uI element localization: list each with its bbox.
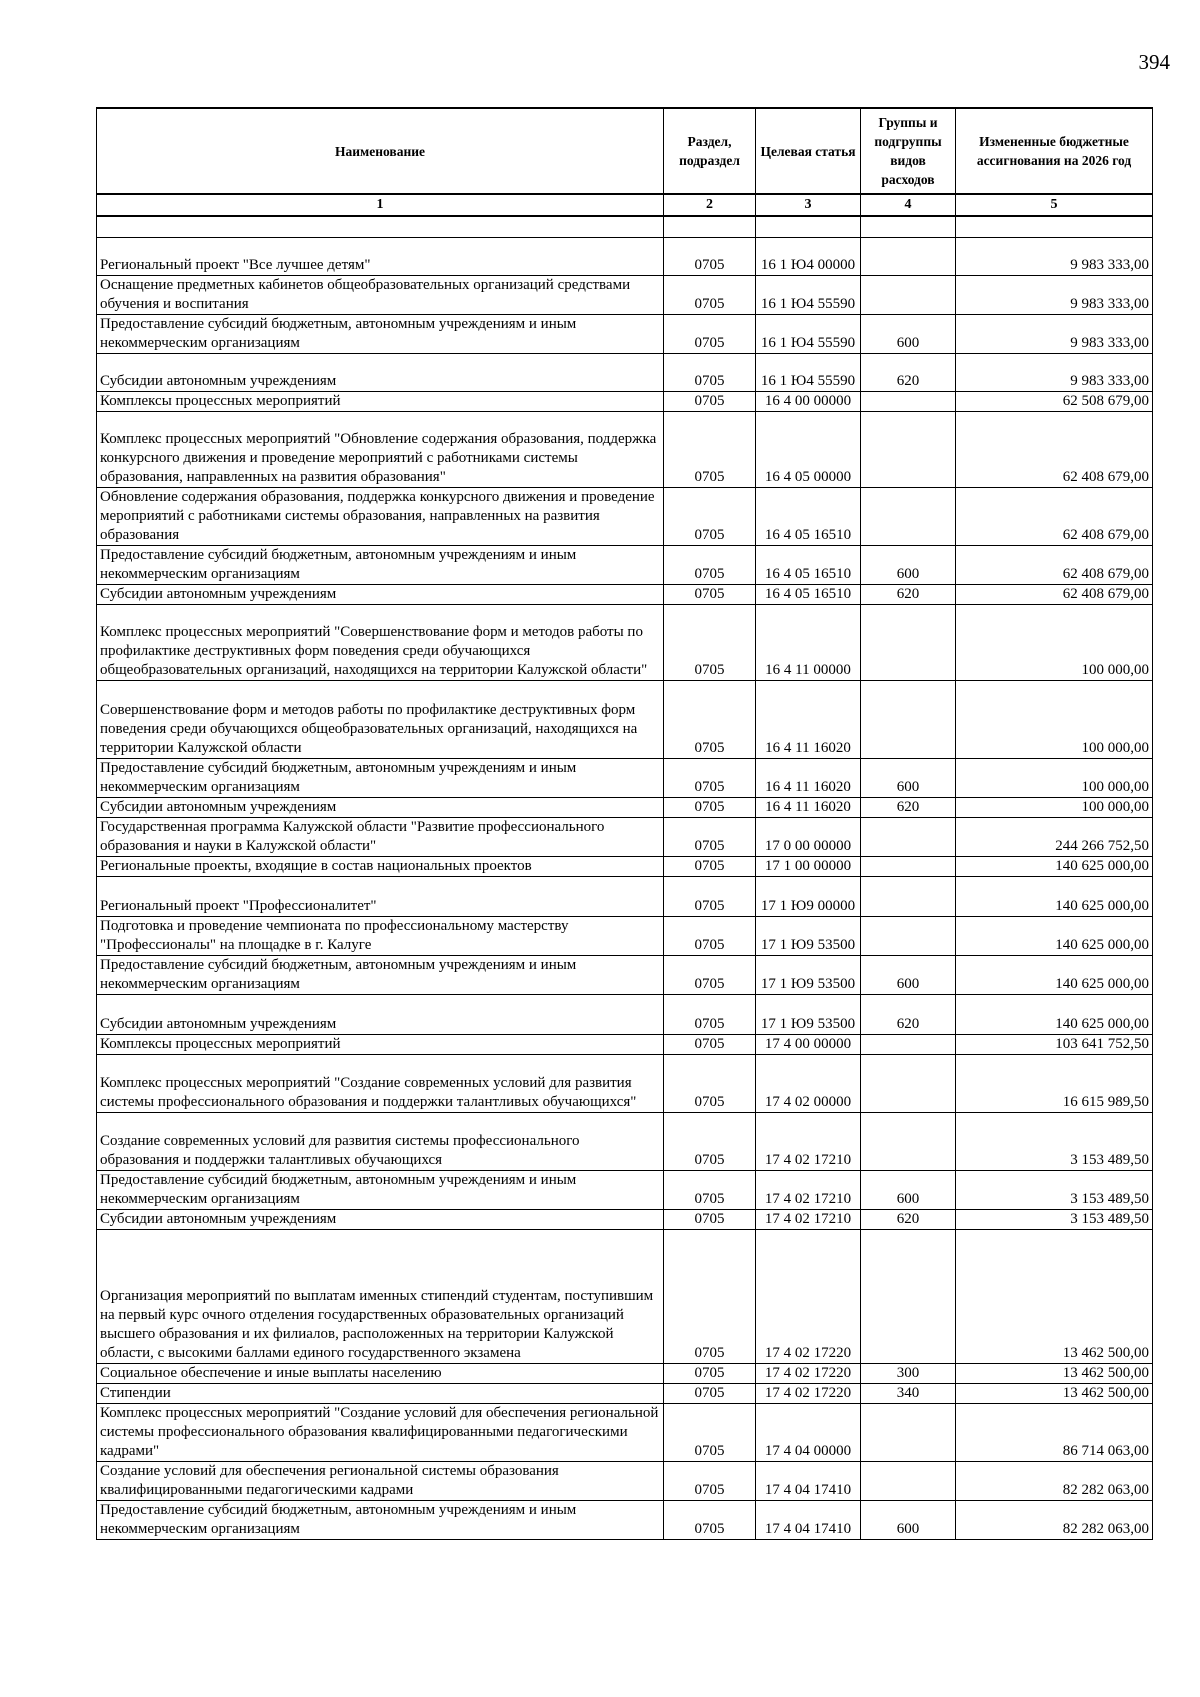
row-target-article: 17 4 04 17410 — [756, 1501, 861, 1540]
table-row — [97, 605, 1153, 681]
column-number: 3 — [756, 194, 861, 216]
row-target-article: 16 4 05 16510 — [756, 488, 861, 546]
row-amount: 86 714 063,00 — [956, 1404, 1153, 1462]
row-name: Комплекс процессных мероприятий "Создание условий для обеспечения региональной системы профессионального образования квалифицированными педагогическими кадрами" — [97, 1404, 664, 1462]
row-section: 0705 — [664, 392, 756, 412]
table-row — [97, 995, 1153, 1035]
row-name: Комплекс процессных мероприятий "Создание современных условий для развития системы профессионального образования и поддержки талантливых обучающихся" — [97, 1055, 664, 1113]
row-amount: 244 266 752,50 — [956, 818, 1153, 857]
header-name: Наименование — [97, 108, 664, 194]
row-name: Создание современных условий для развития системы профессионального образования и поддержки талантливых обучающихся — [97, 1113, 664, 1171]
row-amount: 13 462 500,00 — [956, 1230, 1153, 1364]
row-expense-group: 600 — [861, 1501, 956, 1540]
spacer-row — [97, 216, 1153, 238]
row-name: Комплекс процессных мероприятий "Совершенствование форм и методов работы по профилактике деструктивных форм поведения среди обучающихся общеобразовательных организаций, находящихся на территории Калужской области" — [97, 605, 664, 681]
row-section: 0705 — [664, 818, 756, 857]
row-section: 0705 — [664, 798, 756, 818]
table-row — [97, 412, 1153, 488]
row-section: 0705 — [664, 995, 756, 1035]
row-target-article: 17 1 Ю9 53500 — [756, 995, 861, 1035]
table-row — [97, 1364, 1153, 1384]
row-section: 0705 — [664, 1364, 756, 1384]
row-section: 0705 — [664, 1462, 756, 1501]
row-section: 0705 — [664, 681, 756, 759]
table-row — [97, 857, 1153, 877]
column-number-row — [97, 194, 1153, 216]
row-name: Подготовка и проведение чемпионата по профессиональному мастерству "Профессионалы" на площадке в г. Калуге — [97, 917, 664, 956]
row-amount: 82 282 063,00 — [956, 1501, 1153, 1540]
row-expense-group — [861, 276, 956, 315]
row-expense-group — [861, 681, 956, 759]
row-name: Создание условий для обеспечения региональной системы образования квалифицированными педагогическими кадрами — [97, 1462, 664, 1501]
table-header — [97, 108, 1153, 216]
table-body — [97, 216, 1153, 1540]
header-section: Раздел, подраздел — [664, 108, 756, 194]
row-expense-group — [861, 1055, 956, 1113]
row-target-article: 17 4 02 17220 — [756, 1364, 861, 1384]
row-name: Комплекс процессных мероприятий "Обновление содержания образования, поддержка конкурсного движения и проведение мероприятий с работниками системы образования, направленных на развития образования" — [97, 412, 664, 488]
row-amount: 100 000,00 — [956, 759, 1153, 798]
row-amount: 62 408 679,00 — [956, 546, 1153, 585]
row-expense-group: 620 — [861, 798, 956, 818]
row-expense-group — [861, 917, 956, 956]
row-name: Государственная программа Калужской области "Развитие профессионального образования и науки в Калужской области" — [97, 818, 664, 857]
row-expense-group: 620 — [861, 1210, 956, 1230]
row-section: 0705 — [664, 1113, 756, 1171]
header-target-article: Целевая статья — [756, 108, 861, 194]
row-expense-group — [861, 1462, 956, 1501]
row-expense-group: 600 — [861, 956, 956, 995]
row-target-article: 16 4 05 00000 — [756, 412, 861, 488]
row-expense-group — [861, 238, 956, 276]
row-amount: 140 625 000,00 — [956, 857, 1153, 877]
row-amount: 3 153 489,50 — [956, 1171, 1153, 1210]
row-section: 0705 — [664, 488, 756, 546]
table-row — [97, 276, 1153, 315]
row-expense-group: 300 — [861, 1364, 956, 1384]
row-amount: 140 625 000,00 — [956, 956, 1153, 995]
row-name: Социальное обеспечение и иные выплаты населению — [97, 1364, 664, 1384]
row-expense-group — [861, 857, 956, 877]
row-name: Предоставление субсидий бюджетным, автономным учреждениям и иным некоммерческим организациям — [97, 546, 664, 585]
row-expense-group — [861, 412, 956, 488]
table-row — [97, 315, 1153, 354]
row-amount: 100 000,00 — [956, 605, 1153, 681]
row-expense-group: 600 — [861, 546, 956, 585]
row-target-article: 17 4 02 17210 — [756, 1171, 861, 1210]
row-amount: 9 983 333,00 — [956, 315, 1153, 354]
row-expense-group: 600 — [861, 315, 956, 354]
row-name: Предоставление субсидий бюджетным, автономным учреждениям и иным некоммерческим организациям — [97, 1171, 664, 1210]
row-section: 0705 — [664, 1055, 756, 1113]
row-target-article: 17 1 Ю9 00000 — [756, 877, 861, 917]
table-row — [97, 488, 1153, 546]
row-amount: 100 000,00 — [956, 681, 1153, 759]
row-section: 0705 — [664, 1501, 756, 1540]
row-section: 0705 — [664, 412, 756, 488]
row-target-article: 17 0 00 00000 — [756, 818, 861, 857]
row-amount: 103 641 752,50 — [956, 1035, 1153, 1055]
row-name: Комплексы процессных мероприятий — [97, 1035, 664, 1055]
header-expense-groups: Группы и подгруппы видов расходов — [861, 108, 956, 194]
row-target-article: 17 1 Ю9 53500 — [756, 917, 861, 956]
row-name: Региональный проект "Все лучшее детям" — [97, 238, 664, 276]
row-target-article: 17 4 02 17220 — [756, 1230, 861, 1364]
row-name: Оснащение предметных кабинетов общеобразовательных организаций средствами обучения и воспитания — [97, 276, 664, 315]
row-target-article: 17 4 00 00000 — [756, 1035, 861, 1055]
row-amount: 16 615 989,50 — [956, 1055, 1153, 1113]
row-name: Региональные проекты, входящие в состав национальных проектов — [97, 857, 664, 877]
table-row — [97, 1210, 1153, 1230]
table-row — [97, 392, 1153, 412]
row-target-article: 17 1 Ю9 53500 — [756, 956, 861, 995]
column-number: 2 — [664, 194, 756, 216]
row-section: 0705 — [664, 605, 756, 681]
row-amount: 62 508 679,00 — [956, 392, 1153, 412]
page-number: 394 — [1138, 50, 1170, 74]
row-amount: 9 983 333,00 — [956, 276, 1153, 315]
header-row — [97, 108, 1153, 194]
row-expense-group: 600 — [861, 1171, 956, 1210]
row-target-article: 17 4 02 17210 — [756, 1113, 861, 1171]
row-name: Субсидии автономным учреждениям — [97, 354, 664, 392]
row-name: Предоставление субсидий бюджетным, автономным учреждениям и иным некоммерческим организациям — [97, 759, 664, 798]
row-name: Субсидии автономным учреждениям — [97, 798, 664, 818]
table-row — [97, 1055, 1153, 1113]
row-target-article: 16 4 11 00000 — [756, 605, 861, 681]
column-number: 4 — [861, 194, 956, 216]
table-row — [97, 1035, 1153, 1055]
row-target-article: 16 4 11 16020 — [756, 798, 861, 818]
row-section: 0705 — [664, 1035, 756, 1055]
row-name: Субсидии автономным учреждениям — [97, 995, 664, 1035]
row-section: 0705 — [664, 354, 756, 392]
row-target-article: 16 4 11 16020 — [756, 681, 861, 759]
row-expense-group — [861, 818, 956, 857]
budget-allocation-table — [96, 107, 1153, 1540]
row-name: Обновление содержания образования, поддержка конкурсного движения и проведение мероприятий с работниками системы образования, направленных на развития образования — [97, 488, 664, 546]
row-section: 0705 — [664, 315, 756, 354]
table-row — [97, 818, 1153, 857]
row-amount: 9 983 333,00 — [956, 354, 1153, 392]
table-row — [97, 759, 1153, 798]
table-row — [97, 1113, 1153, 1171]
header-allocations: Измененные бюджетные ассигнования на 2026 год — [956, 108, 1153, 194]
row-target-article: 17 4 02 17210 — [756, 1210, 861, 1230]
row-section: 0705 — [664, 759, 756, 798]
row-expense-group — [861, 877, 956, 917]
row-target-article: 17 4 02 17220 — [756, 1384, 861, 1404]
row-expense-group: 600 — [861, 759, 956, 798]
table-row — [97, 354, 1153, 392]
row-target-article: 16 1 Ю4 55590 — [756, 276, 861, 315]
row-section: 0705 — [664, 1384, 756, 1404]
row-amount: 140 625 000,00 — [956, 917, 1153, 956]
row-target-article: 16 4 00 00000 — [756, 392, 861, 412]
row-amount: 62 408 679,00 — [956, 585, 1153, 605]
row-amount: 82 282 063,00 — [956, 1462, 1153, 1501]
column-number: 1 — [97, 194, 664, 216]
row-section: 0705 — [664, 877, 756, 917]
table-row — [97, 238, 1153, 276]
table-row — [97, 956, 1153, 995]
row-section: 0705 — [664, 917, 756, 956]
row-name: Предоставление субсидий бюджетным, автономным учреждениям и иным некоммерческим организациям — [97, 956, 664, 995]
table-row — [97, 1230, 1153, 1364]
row-expense-group — [861, 488, 956, 546]
row-target-article: 16 1 Ю4 55590 — [756, 315, 861, 354]
row-name: Стипендии — [97, 1384, 664, 1404]
table-row — [97, 798, 1153, 818]
row-target-article: 16 1 Ю4 00000 — [756, 238, 861, 276]
table-row — [97, 1384, 1153, 1404]
row-target-article: 17 4 04 00000 — [756, 1404, 861, 1462]
table-row — [97, 1501, 1153, 1540]
row-section: 0705 — [664, 585, 756, 605]
row-section: 0705 — [664, 276, 756, 315]
table-row — [97, 877, 1153, 917]
row-section: 0705 — [664, 1171, 756, 1210]
row-name: Субсидии автономным учреждениям — [97, 1210, 664, 1230]
row-target-article: 17 4 02 00000 — [756, 1055, 861, 1113]
table-row — [97, 1462, 1153, 1501]
table-row — [97, 681, 1153, 759]
row-amount: 13 462 500,00 — [956, 1364, 1153, 1384]
row-name: Совершенствование форм и методов работы по профилактике деструктивных форм поведения среди обучающихся общеобразовательных организаций, находящихся на территории Калужской области — [97, 681, 664, 759]
row-name: Субсидии автономным учреждениям — [97, 585, 664, 605]
row-name: Комплексы процессных мероприятий — [97, 392, 664, 412]
row-expense-group: 620 — [861, 354, 956, 392]
row-expense-group — [861, 1113, 956, 1171]
row-amount: 62 408 679,00 — [956, 488, 1153, 546]
row-amount: 100 000,00 — [956, 798, 1153, 818]
row-amount: 140 625 000,00 — [956, 877, 1153, 917]
row-amount: 9 983 333,00 — [956, 238, 1153, 276]
row-name: Предоставление субсидий бюджетным, автономным учреждениям и иным некоммерческим организациям — [97, 315, 664, 354]
row-expense-group: 620 — [861, 585, 956, 605]
table-row — [97, 1404, 1153, 1462]
row-amount: 3 153 489,50 — [956, 1113, 1153, 1171]
row-target-article: 17 1 00 00000 — [756, 857, 861, 877]
table-row — [97, 585, 1153, 605]
column-number: 5 — [956, 194, 1153, 216]
row-amount: 13 462 500,00 — [956, 1384, 1153, 1404]
row-section: 0705 — [664, 1404, 756, 1462]
row-target-article: 16 4 05 16510 — [756, 546, 861, 585]
row-amount: 3 153 489,50 — [956, 1210, 1153, 1230]
row-section: 0705 — [664, 546, 756, 585]
row-amount: 62 408 679,00 — [956, 412, 1153, 488]
row-expense-group — [861, 1035, 956, 1055]
row-expense-group — [861, 392, 956, 412]
table-row — [97, 546, 1153, 585]
row-amount: 140 625 000,00 — [956, 995, 1153, 1035]
row-target-article: 16 4 11 16020 — [756, 759, 861, 798]
row-expense-group: 620 — [861, 995, 956, 1035]
row-target-article: 16 1 Ю4 55590 — [756, 354, 861, 392]
row-name: Региональный проект "Профессионалитет" — [97, 877, 664, 917]
table-row — [97, 1171, 1153, 1210]
row-target-article: 17 4 04 17410 — [756, 1462, 861, 1501]
row-section: 0705 — [664, 857, 756, 877]
table-row — [97, 917, 1153, 956]
row-section: 0705 — [664, 956, 756, 995]
row-expense-group — [861, 1404, 956, 1462]
row-name: Предоставление субсидий бюджетным, автономным учреждениям и иным некоммерческим организациям — [97, 1501, 664, 1540]
row-expense-group — [861, 1230, 956, 1364]
row-target-article: 16 4 05 16510 — [756, 585, 861, 605]
row-expense-group — [861, 605, 956, 681]
row-section: 0705 — [664, 1230, 756, 1364]
row-expense-group: 340 — [861, 1384, 956, 1404]
row-section: 0705 — [664, 238, 756, 276]
row-section: 0705 — [664, 1210, 756, 1230]
row-name: Организация мероприятий по выплатам именных стипендий студентам, поступившим на первый курс очного отделения государственных образовательных организаций высшего образования и их филиалов, расположенных на территории Калужской области, с высокими баллами единого государственного экзамена — [97, 1230, 664, 1364]
